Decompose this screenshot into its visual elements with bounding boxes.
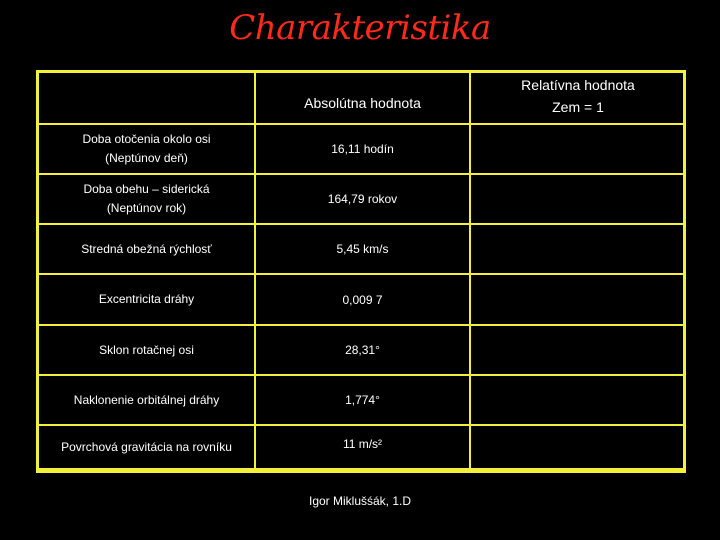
slide-title: Charakteristika — [229, 8, 491, 48]
row-label-line2: (Neptúnov rok) — [106, 201, 187, 215]
table-row-relative — [471, 426, 683, 470]
row-label-line1: Stredná obežná rýchlosť — [81, 241, 212, 256]
table-row-relative — [471, 125, 683, 175]
table-row-label — [39, 275, 256, 326]
table-row-absolute — [256, 376, 471, 426]
table-row-absolute — [256, 125, 471, 175]
table-row-label — [39, 175, 256, 225]
relative-header-line2: Zem = 1 — [552, 99, 604, 115]
table-row-absolute — [256, 175, 471, 225]
absolute-value: 28,31° — [345, 343, 380, 357]
table-row-label — [39, 225, 256, 275]
table-row-absolute — [256, 275, 471, 326]
table-row-relative — [471, 225, 683, 275]
characteristics-table — [36, 70, 686, 473]
header-absolute-cell — [256, 73, 471, 125]
table-row-label — [39, 376, 256, 426]
row-label-line1: Povrchová gravitácia na rovníku — [61, 439, 232, 454]
absolute-value: 0,009 7 — [342, 293, 383, 307]
row-label-line1: Doba obehu – siderická — [83, 182, 210, 196]
table-row-absolute — [256, 426, 471, 470]
row-label-line2: (Neptúnov deň) — [105, 151, 188, 165]
absolute-value: 5,45 km/s — [336, 242, 389, 256]
absolute-value: 11 m/s² — [342, 437, 383, 451]
header-absolute-label: Absolútna hodnota — [304, 95, 421, 111]
table-row-label — [39, 326, 256, 376]
author-credit: Igor Miklušśák, 1.D — [308, 494, 412, 508]
row-label-line1: Doba otočenia okolo osi — [82, 132, 211, 146]
row-label-line1: Naklonenie orbitálnej dráhy — [73, 392, 220, 407]
table-row-absolute — [256, 326, 471, 376]
table-row-absolute — [256, 225, 471, 275]
table-row-relative — [471, 175, 683, 225]
table-row-relative — [471, 376, 683, 426]
table-row-relative — [471, 275, 683, 326]
row-label-line1: Sklon rotačnej osi — [99, 342, 194, 357]
header-empty-cell — [39, 73, 256, 125]
header-relative-cell — [471, 73, 683, 125]
absolute-value: 1,774° — [345, 393, 380, 407]
table-row-label — [39, 426, 256, 470]
table-row-relative — [471, 326, 683, 376]
absolute-value: 16,11 hodín — [331, 142, 394, 156]
absolute-value: 164,79 rokov — [327, 192, 398, 206]
relative-header-line1: Relatívna hodnota — [521, 77, 635, 93]
row-label-line1: Excentricita dráhy — [98, 292, 195, 306]
table-row-label — [39, 125, 256, 175]
